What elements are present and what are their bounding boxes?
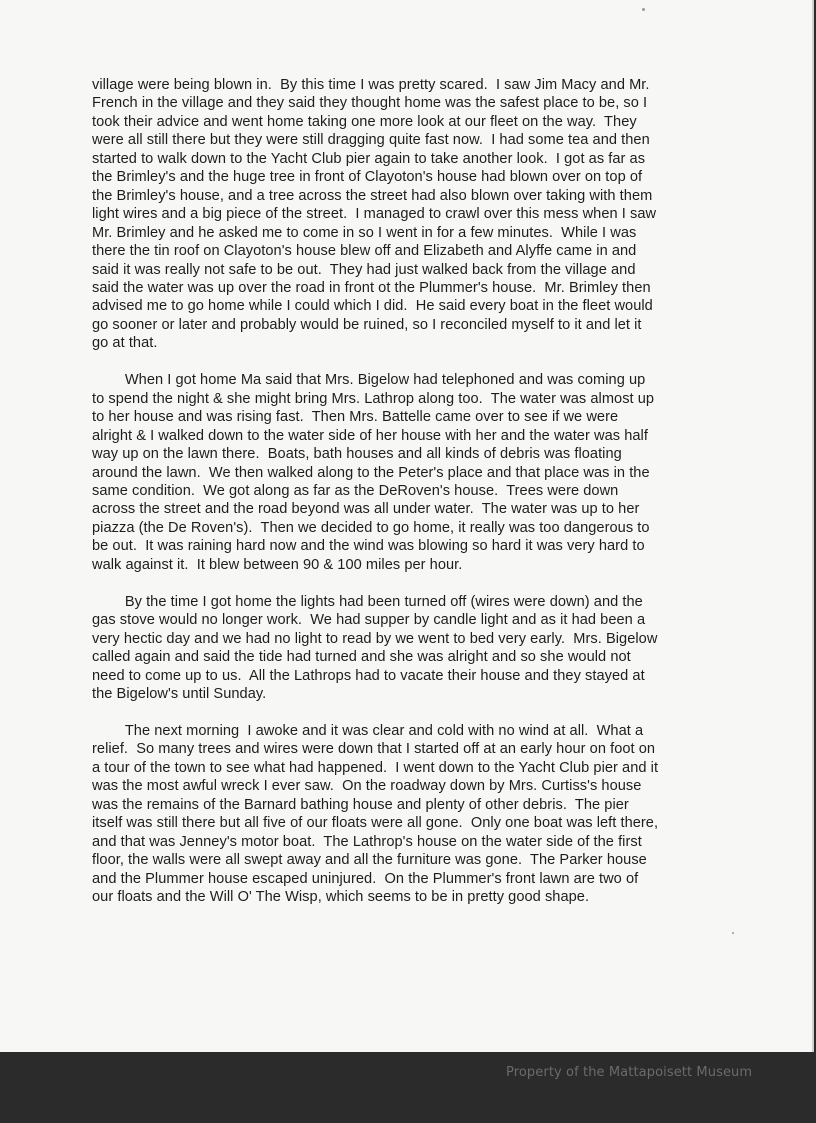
- paragraph-2: When I got home Ma said that Mrs. Bigelow had telephoned and was coming up to spend the night & she might bring Mrs. Lathrop along too. The water was almost up to her house and was rising fast. Then Mrs. Battelle came over to see if we were alright & I walked down to the water side of her house with her and the water was half way up on the lawn there. Boats, bath houses and all kinds of debris was floating around the lawn. We then walked along to the Peter's place and that place was in the same condition. We got along as far as the DeRoven's house. Trees were down across the street and the road beyond was all under water. The water was up to her piazza (the De Roven's). Then we decided to go home, it really was too dangerous to be out. It was raining hard now and the wind was blowing so hard it was very hard to walk against it. It blew between 90 & 100 miles per hour.: [92, 372, 655, 573]
- paragraph-1: village were being blown in. By this time I was pretty scared. I saw Jim Macy and Mr. French in the village and they said they thought home was the safest place to be, so I took their advice and went home taking one more look at our fleet on the way. They were all still there but they were still dragging quite fast now. I had some tea and then started to walk down to the Yacht Club pier again to take another look. I got as far as the Brimley's and the huge tree in front of Clayoton's house had blown over on top of the Brimley's house, and a tree across the street had also blown over taking with them light wires and a big piece of the street. I managed to crawl over this mess when I saw Mr. Brimley and he asked me to come in so I went in for a few minutes. While I was there the tin roof on Clayoton's house blew off and Elizabeth and Alyffe came in and said it was really not safe to be out. They had just walked back from the village and said the water was up over the road in front ot the Plummer's house. Mr. Brimley then advised me to go home while I could which I did. He said every boat in the fleet would go sooner or later and probably would be ruined, so I reconciled myself to it and let it go at that.: [92, 77, 657, 352]
- paper-speck: [732, 932, 734, 934]
- paragraph-4: The next morning I awoke and it was clear and cold with no wind at all. What a relief. So many trees and wires were down that I started off at an early hour on foot on a tour of the town to see what had happened. I went down to the Yacht Club pier and it was the most awful wreck I ever saw. On the roadway down by Mrs. Curtiss's house was the remains of the Barnard bathing house and plenty of other debris. The pier itself was still there but all five of our floats were all gone. Only one boat was left there, and that was Jenney's motor boat. The Lathrop's house on the water side of the first floor, the walls were all swept away and all the furniture was gone. The Parker house and the Plummer house escaped uninjured. On the Plummer's front lawn are two of our floats and the Will O' The Wisp, which seems to be in pretty good shape.: [92, 723, 659, 906]
- footer-bar: [0, 1052, 816, 1123]
- paper-speck: [642, 8, 645, 11]
- paragraph-3: By the time I got home the lights had been turned off (wires were down) and the gas stove would no longer work. We had supper by candle light and as it had been a very hectic day and we had no light to read by we went to bed very early. Mrs. Bigelow called again and said the tide had turned and she was alright and so she would not need to come up to us. All the Lathrops had to vacate their house and they stayed at the Bigelow's until Sunday.: [92, 593, 658, 703]
- letter-body: [92, 76, 724, 925]
- museum-watermark: Property of the Mattapoisett Museum: [506, 1065, 753, 1080]
